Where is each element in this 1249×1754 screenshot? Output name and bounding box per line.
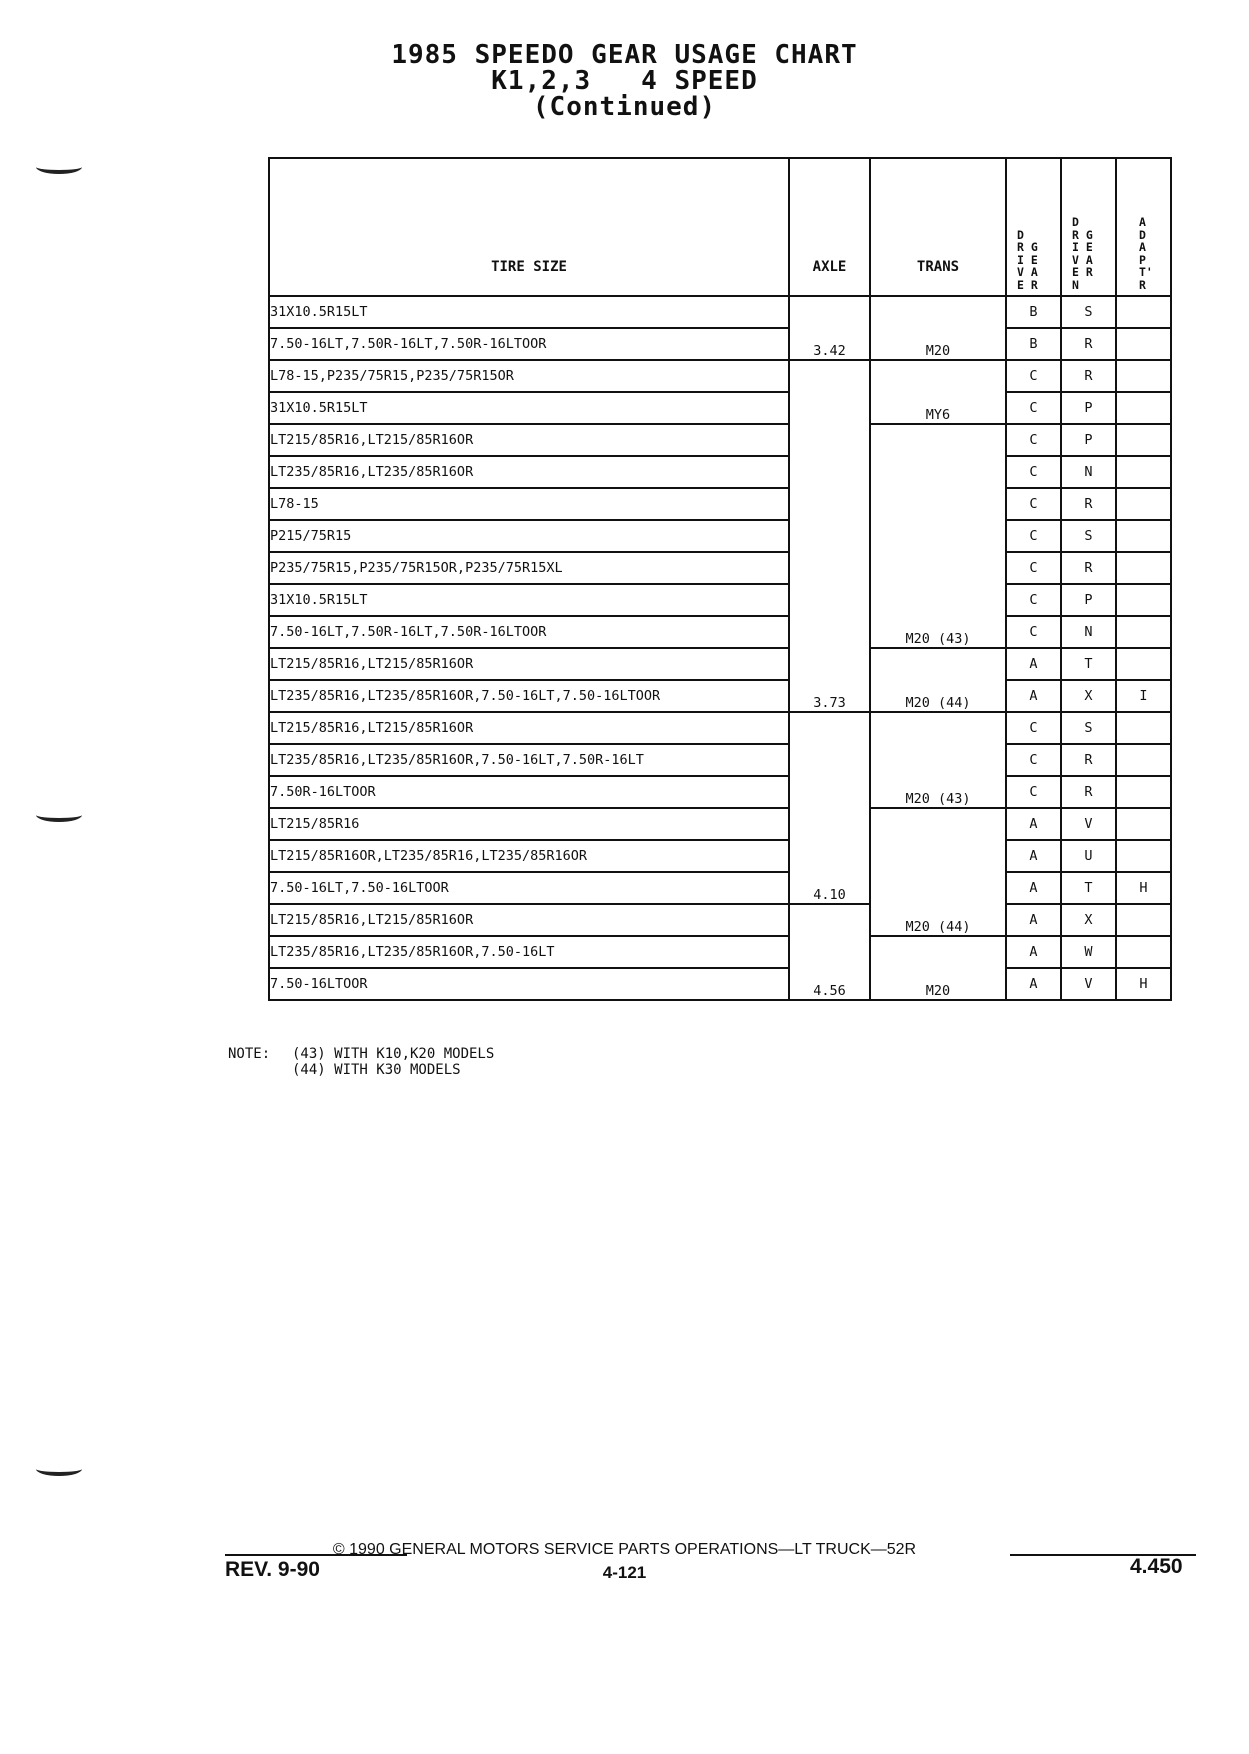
table-header-row bbox=[269, 158, 1171, 296]
table-body bbox=[269, 296, 1171, 1000]
tire-size-cell: L78-15 bbox=[269, 488, 789, 520]
tire-size-cell: 7.50-16LT,7.50R-16LT,7.50R-16LTOOR bbox=[269, 616, 789, 648]
binder-hole-mark bbox=[36, 160, 82, 174]
adapter-gear-cell bbox=[1116, 712, 1171, 744]
driven-gear-cell: P bbox=[1061, 424, 1116, 456]
adapter-gear-cell bbox=[1116, 648, 1171, 680]
adapter-gear-cell bbox=[1116, 936, 1171, 968]
title-line-1: 1985 SPEEDO GEAR USAGE CHART bbox=[391, 40, 858, 70]
drive-gear-cell: A bbox=[1006, 808, 1061, 840]
table-row bbox=[269, 424, 1171, 456]
tire-size-cell: P235/75R15,P235/75R15OR,P235/75R15XL bbox=[269, 552, 789, 584]
tire-size-cell: LT235/85R16,LT235/85R16OR,7.50-16LT,7.50R-16LT bbox=[269, 744, 789, 776]
table-row bbox=[269, 840, 1171, 872]
table-row bbox=[269, 520, 1171, 552]
trans-cell: M20 (43) bbox=[870, 712, 1006, 808]
driven-gear-cell: N bbox=[1061, 616, 1116, 648]
table-row bbox=[269, 744, 1171, 776]
driven-gear-cell: P bbox=[1061, 584, 1116, 616]
trans-cell: M20 (44) bbox=[870, 648, 1006, 712]
driven-gear-cell: P bbox=[1061, 392, 1116, 424]
table-row bbox=[269, 680, 1171, 712]
adapter-gear-cell bbox=[1116, 584, 1171, 616]
tire-size-cell: LT215/85R16,LT215/85R16OR bbox=[269, 712, 789, 744]
copyright-line: © 1990 GENERAL MOTORS SERVICE PARTS OPERATIONS—LT TRUCK—52R bbox=[332, 1541, 917, 1558]
tire-size-cell: 31X10.5R15LT bbox=[269, 296, 789, 328]
drive-gear-cell: A bbox=[1006, 936, 1061, 968]
speedo-gear-table bbox=[268, 157, 1172, 1001]
driven-gear-cell: R bbox=[1061, 744, 1116, 776]
adapter-gear-cell bbox=[1116, 616, 1171, 648]
drive-gear-cell: C bbox=[1006, 456, 1061, 488]
driven-gear-cell: R bbox=[1061, 552, 1116, 584]
tire-size-cell: 7.50-16LTOOR bbox=[269, 968, 789, 1000]
drive-gear-cell: A bbox=[1006, 968, 1061, 1000]
tire-size-cell: L78-15,P235/75R15,P235/75R15OR bbox=[269, 360, 789, 392]
adapter-gear-cell bbox=[1116, 424, 1171, 456]
adapter-gear-cell bbox=[1116, 744, 1171, 776]
table-row bbox=[269, 616, 1171, 648]
tire-size-cell: LT235/85R16,LT235/85R16OR,7.50-16LT bbox=[269, 936, 789, 968]
drive-gear-cell: A bbox=[1006, 904, 1061, 936]
axle-cell: 4.10 bbox=[789, 712, 870, 904]
driven-gear-cell: X bbox=[1061, 680, 1116, 712]
axle-cell: 4.56 bbox=[789, 904, 870, 1000]
drive-gear-cell: C bbox=[1006, 424, 1061, 456]
driven-gear-cell: R bbox=[1061, 360, 1116, 392]
drive-gear-cell: C bbox=[1006, 552, 1061, 584]
driven-gear-cell: V bbox=[1061, 968, 1116, 1000]
header-tire-size: TIRE SIZE bbox=[269, 158, 789, 296]
table-row bbox=[269, 904, 1171, 936]
driven-gear-cell: U bbox=[1061, 840, 1116, 872]
note-line-43: (43) WITH K10,K20 MODELS bbox=[292, 1046, 495, 1062]
drive-gear-cell: B bbox=[1006, 296, 1061, 328]
tire-size-cell: 31X10.5R15LT bbox=[269, 584, 789, 616]
drive-gear-cell: B bbox=[1006, 328, 1061, 360]
adapter-gear-cell bbox=[1116, 840, 1171, 872]
drive-gear-cell: C bbox=[1006, 488, 1061, 520]
tire-size-cell: LT215/85R16 bbox=[269, 808, 789, 840]
binder-hole-mark bbox=[36, 808, 82, 822]
tire-size-cell: 7.50R-16LTOOR bbox=[269, 776, 789, 808]
header-trans: TRANS bbox=[870, 158, 1006, 296]
adapter-gear-cell: H bbox=[1116, 872, 1171, 904]
header-adapter-label: A D A P T' R bbox=[1139, 215, 1153, 292]
adapter-gear-cell bbox=[1116, 328, 1171, 360]
tire-size-cell: LT215/85R16,LT215/85R16OR bbox=[269, 424, 789, 456]
header-driven-gear-label: D R G I E V A E R N bbox=[1072, 215, 1093, 292]
title-line-2: K1,2,3 4 SPEED bbox=[491, 66, 758, 96]
table-row bbox=[269, 296, 1171, 328]
tire-size-cell: LT235/85R16,LT235/85R16OR,7.50-16LT,7.50-16LTOOR bbox=[269, 680, 789, 712]
adapter-gear-cell: I bbox=[1116, 680, 1171, 712]
table-row bbox=[269, 328, 1171, 360]
drive-gear-cell: A bbox=[1006, 872, 1061, 904]
table-row bbox=[269, 712, 1171, 744]
driven-gear-cell: T bbox=[1061, 648, 1116, 680]
table-row bbox=[269, 872, 1171, 904]
drive-gear-cell: C bbox=[1006, 584, 1061, 616]
table-row bbox=[269, 936, 1171, 968]
driven-gear-cell: R bbox=[1061, 776, 1116, 808]
drive-gear-cell: A bbox=[1006, 648, 1061, 680]
adapter-gear-cell bbox=[1116, 552, 1171, 584]
table-row bbox=[269, 488, 1171, 520]
table-row bbox=[269, 648, 1171, 680]
adapter-gear-cell bbox=[1116, 392, 1171, 424]
tire-size-cell: LT215/85R16,LT215/85R16OR bbox=[269, 904, 789, 936]
tire-size-cell: 31X10.5R15LT bbox=[269, 392, 789, 424]
driven-gear-cell: N bbox=[1061, 456, 1116, 488]
adapter-gear-cell bbox=[1116, 520, 1171, 552]
table-row bbox=[269, 392, 1171, 424]
tire-size-cell: LT235/85R16,LT235/85R16OR bbox=[269, 456, 789, 488]
drive-gear-cell: C bbox=[1006, 712, 1061, 744]
adapter-gear-cell bbox=[1116, 456, 1171, 488]
table-row bbox=[269, 584, 1171, 616]
drive-gear-cell: C bbox=[1006, 616, 1061, 648]
drive-gear-cell: C bbox=[1006, 744, 1061, 776]
adapter-gear-cell bbox=[1116, 488, 1171, 520]
trans-cell: M20 (44) bbox=[870, 808, 1006, 936]
note-line-44: (44) WITH K30 MODELS bbox=[292, 1062, 461, 1078]
driven-gear-cell: S bbox=[1061, 296, 1116, 328]
page-title bbox=[0, 42, 1249, 120]
trans-cell: M20 bbox=[870, 296, 1006, 360]
driven-gear-cell: T bbox=[1061, 872, 1116, 904]
header-axle: AXLE bbox=[789, 158, 870, 296]
table-row bbox=[269, 456, 1171, 488]
driven-gear-cell: S bbox=[1061, 520, 1116, 552]
tire-size-cell: P215/75R15 bbox=[269, 520, 789, 552]
table-row bbox=[269, 776, 1171, 808]
table-row bbox=[269, 968, 1171, 1000]
revision-label: REV. 9-90 bbox=[225, 1558, 320, 1581]
header-driven-gear bbox=[1061, 158, 1116, 296]
title-line-3: (Continued) bbox=[532, 92, 717, 122]
adapter-gear-cell bbox=[1116, 776, 1171, 808]
tire-size-cell: LT215/85R16,LT215/85R16OR bbox=[269, 648, 789, 680]
table-row bbox=[269, 360, 1171, 392]
note-label: NOTE: bbox=[228, 1046, 271, 1062]
adapter-gear-cell bbox=[1116, 808, 1171, 840]
drive-gear-cell: C bbox=[1006, 776, 1061, 808]
table-row bbox=[269, 808, 1171, 840]
tire-size-cell: 7.50-16LT,7.50R-16LT,7.50R-16LTOOR bbox=[269, 328, 789, 360]
adapter-gear-cell bbox=[1116, 360, 1171, 392]
drive-gear-cell: C bbox=[1006, 360, 1061, 392]
driven-gear-cell: S bbox=[1061, 712, 1116, 744]
driven-gear-cell: R bbox=[1061, 328, 1116, 360]
drive-gear-cell: A bbox=[1006, 680, 1061, 712]
table-row bbox=[269, 552, 1171, 584]
page-number: 4-121 bbox=[602, 1563, 647, 1582]
driven-gear-cell: X bbox=[1061, 904, 1116, 936]
drive-gear-cell: C bbox=[1006, 392, 1061, 424]
drive-gear-cell: C bbox=[1006, 520, 1061, 552]
tire-size-cell: 7.50-16LT,7.50-16LTOOR bbox=[269, 872, 789, 904]
tire-size-cell: LT215/85R16OR,LT235/85R16,LT235/85R16OR bbox=[269, 840, 789, 872]
driven-gear-cell: R bbox=[1061, 488, 1116, 520]
header-drive-gear bbox=[1006, 158, 1061, 296]
adapter-gear-cell bbox=[1116, 904, 1171, 936]
driven-gear-cell: V bbox=[1061, 808, 1116, 840]
trans-cell: M20 bbox=[870, 936, 1006, 1000]
axle-cell: 3.73 bbox=[789, 360, 870, 712]
axle-cell: 3.42 bbox=[789, 296, 870, 360]
adapter-gear-cell bbox=[1116, 296, 1171, 328]
driven-gear-cell: W bbox=[1061, 936, 1116, 968]
trans-cell: MY6 bbox=[870, 360, 1006, 424]
note-lines bbox=[292, 1046, 494, 1078]
section-number: 4.450 bbox=[1130, 1555, 1183, 1578]
adapter-gear-cell: H bbox=[1116, 968, 1171, 1000]
binder-hole-mark bbox=[36, 1462, 82, 1476]
trans-cell: M20 (43) bbox=[870, 424, 1006, 648]
drive-gear-cell: A bbox=[1006, 840, 1061, 872]
header-adapter bbox=[1116, 158, 1171, 296]
header-drive-gear-label: D R G I E V A E R bbox=[1017, 227, 1038, 292]
